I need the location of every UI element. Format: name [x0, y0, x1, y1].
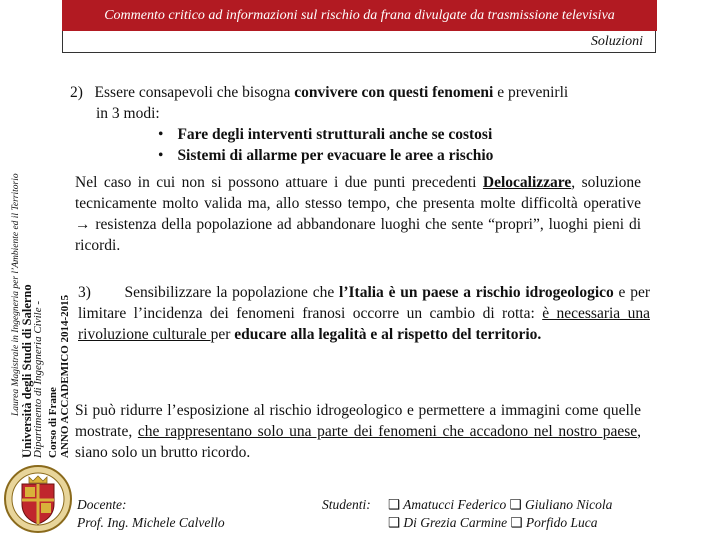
sidebar-course: Corso di Frane — [47, 387, 59, 458]
university-seal-icon — [3, 464, 73, 534]
point-2-paragraph — [70, 82, 650, 124]
student-name: Porfido Luca — [525, 515, 598, 530]
sidebar — [0, 0, 78, 540]
reduce-exposure-paragraph: Si può ridurre l’esposizione al rischio idrogeologico e permettere a immagini come quelle mostrate, che rappresentano solo una parte dei fenomeni che accadono nel nostro paese, siano solo un brutto ricordo. — [75, 402, 641, 461]
slide-title: Commento critico ad informazioni sul rischio da frana divulgate da trasmissione televisiva — [62, 0, 657, 31]
point-3-bold-legality: educare alla legalità e al rispetto del territorio. — [234, 326, 542, 343]
delocalize-bold: Delocalizzare — [482, 174, 572, 191]
point-2-bold: convivere con questi fenomeni — [294, 84, 494, 101]
footer-docente — [77, 496, 225, 532]
student-list — [388, 496, 612, 532]
docente-name: Prof. Ing. Michele Calvello — [77, 515, 225, 530]
point-2-text: Essere consapevoli che bisogna — [94, 84, 295, 101]
slide-subtitle: Soluzioni — [62, 31, 656, 53]
sidebar-university: Università degli Studi di Salerno — [20, 284, 34, 458]
point-3-label: 3) — [78, 284, 91, 301]
point-2-line-2: in 3 modi: — [96, 105, 160, 122]
point-3-paragraph: 3) Sensibilizzare la popolazione che l’Italia è un paese a rischio idrogeologico e per limitare l’incidenza dei fenomeni franosi occorre un cambio di rotta: è necessaria una rivoluzione culturale per educare alla legalità e al rispetto del territorio. — [78, 284, 651, 343]
sidebar-course-line: Laurea Magistrale in Ingegneria per l’Ambiente ed il Territorio — [11, 173, 21, 416]
point-2-text-end: e prevenirli — [493, 84, 569, 101]
delocalize-paragraph: Nel caso in cui non si possono attuare i due punti precedenti Delocalizzare, soluzione tecnicamente molto valida ma, allo stesso tempo, che presenta molte difficoltà operative → resistenza della popolazione ad abbandonare luoghi che sente “propri”, luoghi pieni di ricordi. — [75, 174, 642, 254]
checkbox-icon: ❑ — [388, 497, 401, 512]
sidebar-department: Dipartimento di Ingegneria Civile - — [32, 300, 44, 458]
sidebar-year: ANNO ACCADEMICO 2014-2015 — [59, 294, 71, 458]
reduce-underline: che rappresentano solo una parte dei fenomeni che accadono nel nostro paese — [137, 423, 638, 440]
point-3-bold-italy: l’Italia è un paese a rischio idrogeologico — [339, 284, 614, 301]
point-2-bullet-list — [158, 124, 493, 166]
arrow-icon: → — [75, 216, 91, 233]
point-3-underline: è necessaria una rivoluzione culturale — [78, 305, 650, 343]
bullet-item: • Fare degli interventi strutturali anche se costosi — [158, 126, 493, 143]
docente-label: Docente: — [77, 497, 127, 512]
student-name: Amatucci Federico — [403, 497, 507, 512]
point-2-label: 2) — [70, 84, 83, 101]
bullet-item: • Sistemi di allarme per evacuare le aree a rischio — [158, 147, 494, 164]
student-name: Di Grezia Carmine — [403, 515, 508, 530]
checkbox-icon: ❑ — [388, 515, 401, 530]
student-name: Giuliano Nicola — [524, 497, 613, 512]
checkbox-icon: ❑ — [510, 515, 523, 530]
checkbox-icon: ❑ — [509, 497, 522, 512]
studenti-label: Studenti: — [322, 497, 371, 512]
